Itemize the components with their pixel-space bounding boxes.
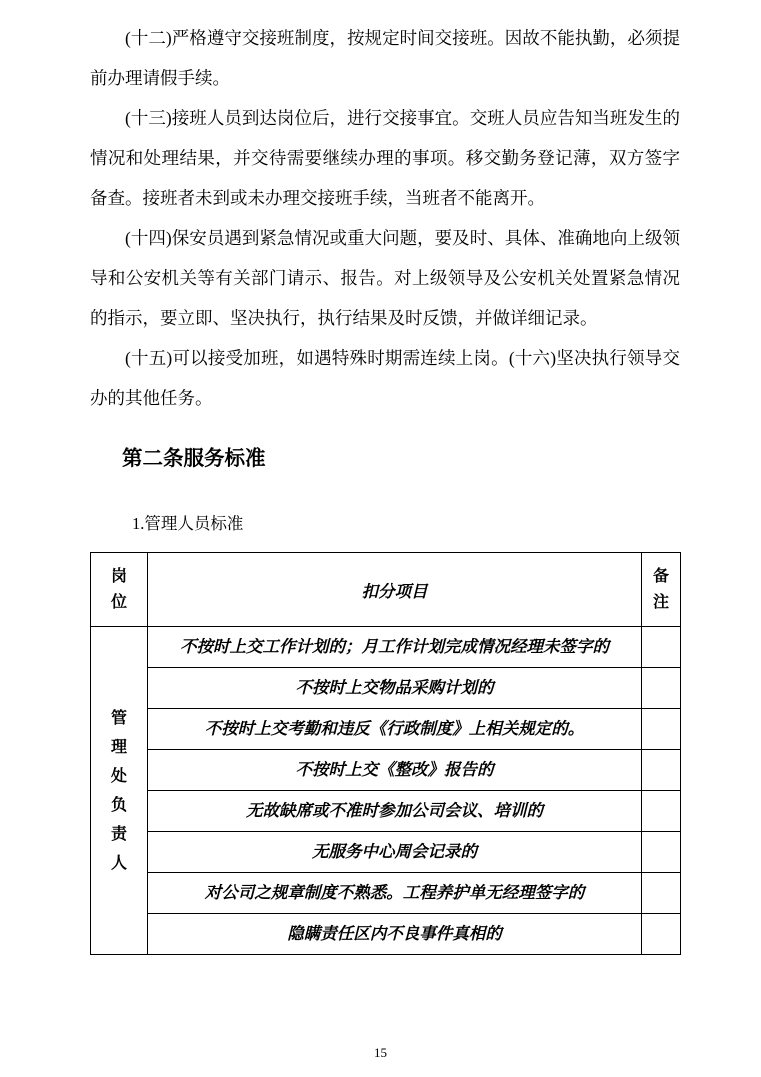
remark-cell bbox=[642, 832, 681, 873]
deduction-cell: 不按时上交工作计划的；月工作计划完成情况经理未签字的 bbox=[148, 627, 642, 668]
deduction-cell: 无故缺席或不准时参加公司会议、培训的 bbox=[148, 791, 642, 832]
table-row bbox=[91, 914, 681, 955]
remark-cell bbox=[642, 750, 681, 791]
deduction-cell: 无服务中心周会记录的 bbox=[148, 832, 642, 873]
subsection-title: 1.管理人员标准 bbox=[132, 514, 244, 533]
remark-header-label: 备注 bbox=[652, 567, 669, 611]
table-row bbox=[91, 627, 681, 668]
position-group-cell bbox=[91, 627, 148, 955]
remark-cell bbox=[642, 791, 681, 832]
table-row bbox=[91, 873, 681, 914]
remark-cell bbox=[642, 873, 681, 914]
table-row bbox=[91, 709, 681, 750]
deduction-cell: 不按时上交物品采购计划的 bbox=[148, 668, 642, 709]
table-row bbox=[91, 668, 681, 709]
deduction-header-cell: 扣分项目 bbox=[148, 553, 642, 627]
position-header-label: 岗位 bbox=[110, 567, 127, 611]
table-row bbox=[91, 832, 681, 873]
position-group-label: 管理处负责人 bbox=[110, 709, 127, 872]
table-row bbox=[91, 750, 681, 791]
position-header-cell bbox=[91, 553, 148, 627]
remark-cell bbox=[642, 627, 681, 668]
paragraph-13: (十三)接班人员到达岗位后，进行交接事宜。交班人员应告知当班发生的情况和处理结果，并交待需要继续办理的事项。移交勤务登记薄，双方签字备查。接班者未到或未办理交接班手续，当班者不能离开。 bbox=[90, 108, 680, 208]
remark-cell bbox=[642, 668, 681, 709]
deduction-cell: 隐瞒责任区内不良事件真相的 bbox=[148, 914, 642, 955]
deduction-cell: 不按时上交《整改》报告的 bbox=[148, 750, 642, 791]
deduction-cell: 不按时上交考勤和违反《行政制度》上相关规定的。 bbox=[148, 709, 642, 750]
remark-header-cell bbox=[642, 553, 681, 627]
standards-table bbox=[90, 552, 681, 955]
paragraph-12: (十二)严格遵守交接班制度，按规定时间交接班。因故不能执勤，必须提前办理请假手续。 bbox=[90, 28, 680, 88]
page-number: 15 bbox=[374, 1045, 387, 1060]
section-heading: 第二条服务标准 bbox=[122, 448, 266, 470]
paragraph-15-16: (十五)可以接受加班，如遇特殊时期需连续上岗。(十六)坚决执行领导交办的其他任务。 bbox=[90, 348, 680, 408]
paragraph-14: (十四)保安员遇到紧急情况或重大问题，要及时、具体、准确地向上级领导和公安机关等有关部门请示、报告。对上级领导及公安机关处置紧急情况的指示，要立即、坚决执行，执行结果及时反馈，并做详细记录。 bbox=[90, 228, 680, 328]
deduction-cell: 对公司之规章制度不熟悉。工程养护单无经理签字的 bbox=[148, 873, 642, 914]
remark-cell bbox=[642, 709, 681, 750]
remark-cell bbox=[642, 914, 681, 955]
table-row bbox=[91, 791, 681, 832]
table-header-row bbox=[91, 553, 681, 627]
